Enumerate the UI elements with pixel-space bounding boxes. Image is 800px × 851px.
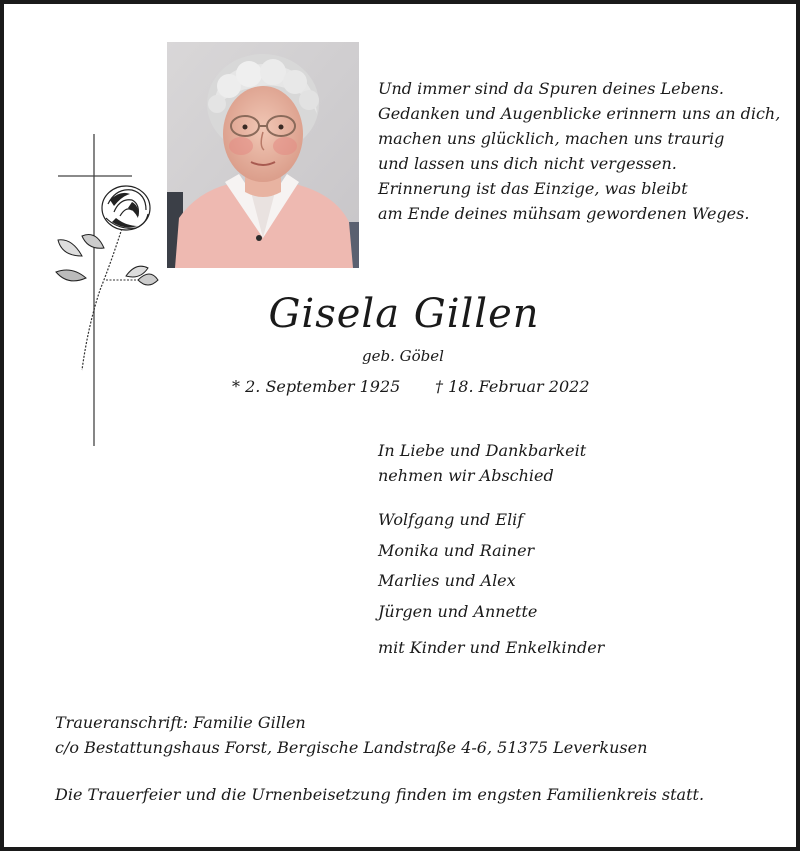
family-member: Jürgen und Annette — [378, 601, 538, 621]
ceremony-note: Die Trauerfeier und die Urnenbeisetzung finden im engsten Familienkreis statt. — [55, 785, 705, 804]
cross-with-rose-icon — [42, 130, 162, 448]
farewell-line: In Liebe und Dankbarkeit — [378, 441, 587, 460]
poem-line: am Ende deines mühsam gewordenen Weges. — [378, 204, 750, 223]
poem-line: Und immer sind da Spuren deines Lebens. — [378, 79, 724, 98]
poem-line: machen uns glücklich, machen uns traurig — [378, 129, 725, 148]
poem — [378, 76, 780, 226]
death-date: † 18. Februar 2022 — [435, 377, 590, 396]
family-member: Marlies und Alex — [378, 571, 516, 590]
family-member: Monika und Rainer — [378, 540, 535, 560]
mourning-address — [55, 710, 647, 760]
poem-line: Erinnerung ist das Einzige, was bleibt — [378, 179, 688, 198]
address-line: c/o Bestattungshaus Forst, Bergische Landstraße 4-6, 51375 Leverkusen — [55, 738, 648, 757]
born-name: geb. Göbel — [362, 347, 444, 365]
farewell-text — [378, 438, 586, 488]
family-list — [378, 505, 537, 627]
birth-date: * 2. September 1925 — [232, 377, 401, 396]
poem-line: Gedanken und Augenblicke erinnern uns an dich, — [378, 104, 781, 123]
extended-family: mit Kinder und Enkelkinder — [378, 638, 605, 657]
poem-line: und lassen uns dich nicht vergessen. — [378, 154, 677, 173]
portrait-photo — [167, 42, 359, 268]
farewell-line: nehmen wir Abschied — [378, 466, 554, 485]
address-line: Traueranschrift: Familie Gillen — [55, 713, 306, 732]
deceased-name: Gisela Gillen — [268, 291, 540, 337]
family-member: Wolfgang und Elif — [378, 510, 524, 529]
